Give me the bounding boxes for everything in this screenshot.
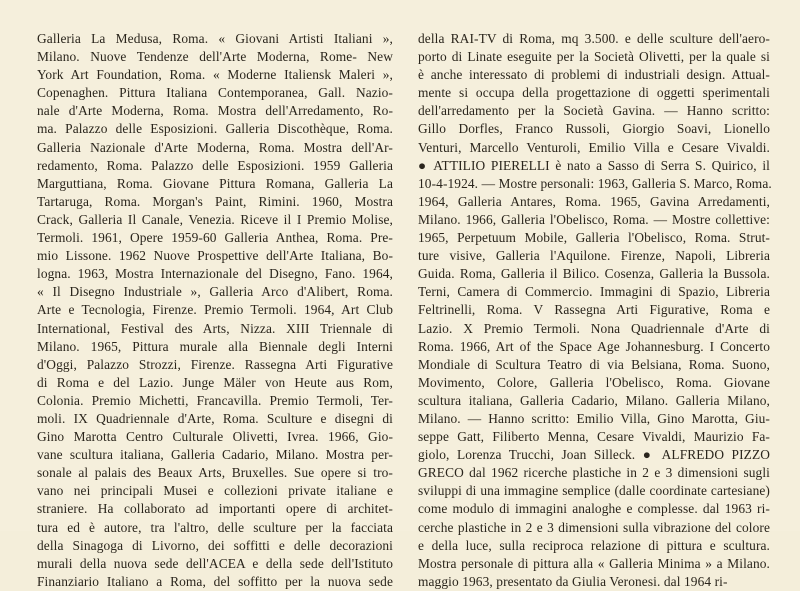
text-line: dell'arredamento per la Società Gavina. — Hanno scritto: — [418, 103, 770, 119]
text-line: tura ed è autore, tra l'altro, delle sculture per la facciata — [37, 519, 393, 535]
text-line: Copenaghen. Pittura Italiana Contemporanea, Gall. Nazio- — [37, 85, 393, 101]
text-line: come modulo di immagini analoghe e complesse. dal 1963 ri- — [418, 501, 770, 517]
text-line: York Art Foundation, Roma. « Moderne Italiensk Maleri », — [37, 67, 393, 83]
text-line: Gillo Dorfles, Franco Russoli, Giorgio Soavi, Lionello — [418, 121, 770, 137]
text-line: di Roma e del Lazio. Junge Mäler von Heute aus Rom, — [37, 374, 393, 390]
text-line: vane scultura italiana, Galleria Cadario, Milano. Mostra per- — [37, 447, 393, 463]
text-line: vano nei principali Musei e collezioni private italiane e — [37, 483, 393, 499]
text-line: Crack, Galleria Il Canale, Venezia. Riceve il I Premio Molise, — [37, 211, 393, 227]
text-line: giolo, Lorenza Trucchi, Joan Silleck. ● ALFREDO PIZZO — [418, 447, 770, 463]
text-line: della Sinagoga di Livorno, dei soffitti e delle decorazioni — [37, 537, 393, 553]
text-line: Milano. Nuove Tendenze dell'Arte Moderna, Rome- New — [37, 49, 393, 65]
text-line: moli. IX Quadriennale d'Arte, Roma. Sculture e disegni di — [37, 410, 393, 426]
text-line: Tartaruga, Roma. Morgan's Paint, Rimini. 1960, Mostra — [37, 193, 393, 209]
text-line: Termoli. 1961, Opere 1959-60 Galleria Anthea, Roma. Pre- — [37, 230, 393, 246]
text-line: Mondiale di Scultura Teatro di via Belsiana, Roma. Suono, — [418, 356, 770, 372]
text-line: logna. 1963, Mostra Internazionale del Disegno, Fano. 1964, — [37, 266, 393, 282]
text-line: sonale al palais des Beaux Arts, Bruxelles. Sue opere si tro- — [37, 465, 393, 481]
text-line: scultura italiana, Galleria Cadario, Milano. Galleria Milano, — [418, 392, 770, 408]
text-line: porto di Linate eseguite per la Società Olivetti, per la quale si — [418, 49, 770, 65]
text-line: Roma. 1966, Art of the Space Age Johannesburg. I Concerto — [418, 338, 770, 354]
text-line: Finanziario Italiano a Roma, del soffitto per la nuova sede — [37, 573, 393, 589]
text-line: Colonia. Premio Michetti, Francavilla. Premio Termoli, Ter- — [37, 392, 393, 408]
text-line: Arte e Tecnologia, Firenze. Premio Termoli. 1964, Art Club — [37, 302, 393, 318]
text-line: Terni, Camera di Commercio. Immagini di Spazio, Libreria — [418, 284, 770, 300]
text-line: redamento, Roma. Palazzo delle Esposizioni. 1959 Galleria — [37, 157, 393, 173]
text-line: ma. Palazzo delle Esposizioni. Galleria Discothèque, Roma. — [37, 121, 393, 137]
text-line: seppe Gatt, Filiberto Menna, Cesare Vivaldi, Maurizio Fa- — [418, 429, 770, 445]
text-line: d'Oggi, Palazzo Strozzi, Firenze. Rassegna Arti Figurative — [37, 356, 393, 372]
text-line: Mostra personale di pittura alla « Galleria Minima » a Milano. — [418, 555, 770, 571]
text-line: mente si occupa della progettazione di oggetti sperimentali — [418, 85, 770, 101]
text-line: Lazio. X Premio Termoli. Nona Quadriennale d'Arte di — [418, 320, 770, 336]
text-line: 1964, Galleria Antares, Roma. 1965, Gavina Arredamenti, — [418, 193, 770, 209]
text-line: « Il Disegno Industriale », Galleria Arco d'Alibert, Roma. — [37, 284, 393, 300]
text-line: Milano. 1966, Galleria l'Obelisco, Roma. — Mostre collettive: — [418, 211, 770, 227]
text-line: sviluppi di una immagine semplice (dalle coordinate cartesiane) — [418, 483, 770, 499]
text-line: e della luce, sulla reciproca relazione di pittura e scultura. — [418, 537, 770, 553]
text-line: è anche interessato di problemi di industriali design. Attual- — [418, 67, 770, 83]
text-line: della RAI-TV di Roma, mq 3.500. e delle sculture dell'aero- — [418, 31, 770, 46]
text-line: ● ATTILIO PIERELLI è nato a Sasso di Serra S. Quirico, il — [418, 157, 770, 173]
text-line: cerche plastiche in 2 e 3 dimensioni sulla vibrazione del colore — [418, 519, 770, 535]
text-line: maggio 1963, presentato da Giulia Veronesi. dal 1964 ri- — [418, 573, 728, 589]
text-line: Milano. 1965, Pittura murale alla Biennale degli Interni — [37, 338, 393, 354]
text-line: ture visive, Galleria l'Aquilone. Firenze, Napoli, Libreria — [418, 248, 770, 264]
text-line: Galleria La Medusa, Roma. « Giovani Artisti Italiani », — [37, 31, 393, 46]
text-line: 10-4-1924. — Mostre personali: 1963, Galleria S. Marco, Roma. — [418, 175, 772, 191]
text-line: straniere. Ha collaborato ad importanti opere di architet- — [37, 501, 393, 517]
text-line: nale d'Arte Moderna, Roma. Mostra dell'Arredamento, Ro- — [37, 103, 393, 119]
text-line: Galleria Nazionale d'Arte Moderna, Roma. Mostra dell'Ar- — [37, 139, 393, 155]
text-line: GRECO dal 1962 ricerche plastiche in 2 e 3 dimensioni sugli — [418, 465, 770, 481]
text-line: Milano. — Hanno scritto: Emilio Villa, Gino Marotta, Giu- — [418, 410, 770, 426]
left-text-column — [37, 30, 393, 591]
text-line: Guida. Roma, Galleria il Bilico. Cosenza, Galleria la Bussola. — [418, 266, 770, 282]
text-line: Marguttiana, Roma. Giovane Pittura Romana, Galleria La — [37, 175, 393, 191]
text-line: Venturi, Marcello Venturoli, Emilio Villa e Cesare Vivaldi. — [418, 139, 770, 155]
text-line: International, Festival des Arts, Nizza. XIII Triennale di — [37, 320, 393, 336]
text-line: 1965, Perpetuum Mobile, Galleria l'Obelisco, Roma. Strut- — [418, 230, 770, 246]
text-line: mio Lissone. 1962 Nuove Prospettive dell'Arte Italiana, Bo- — [37, 248, 393, 264]
text-line: murali della nuova sede dell'ACEA e della sede dell'Istituto — [37, 555, 393, 571]
right-text-column — [418, 30, 770, 591]
text-line: Feltrinelli, Roma. V Rassegna Arti Figurative, Roma e — [418, 302, 770, 318]
text-line: Movimento, Colore, Galleria l'Obelisco, Roma. Giovane — [418, 374, 770, 390]
text-line: Gino Marotta Centro Culturale Olivetti, Ivrea. 1966, Gio- — [37, 429, 393, 445]
